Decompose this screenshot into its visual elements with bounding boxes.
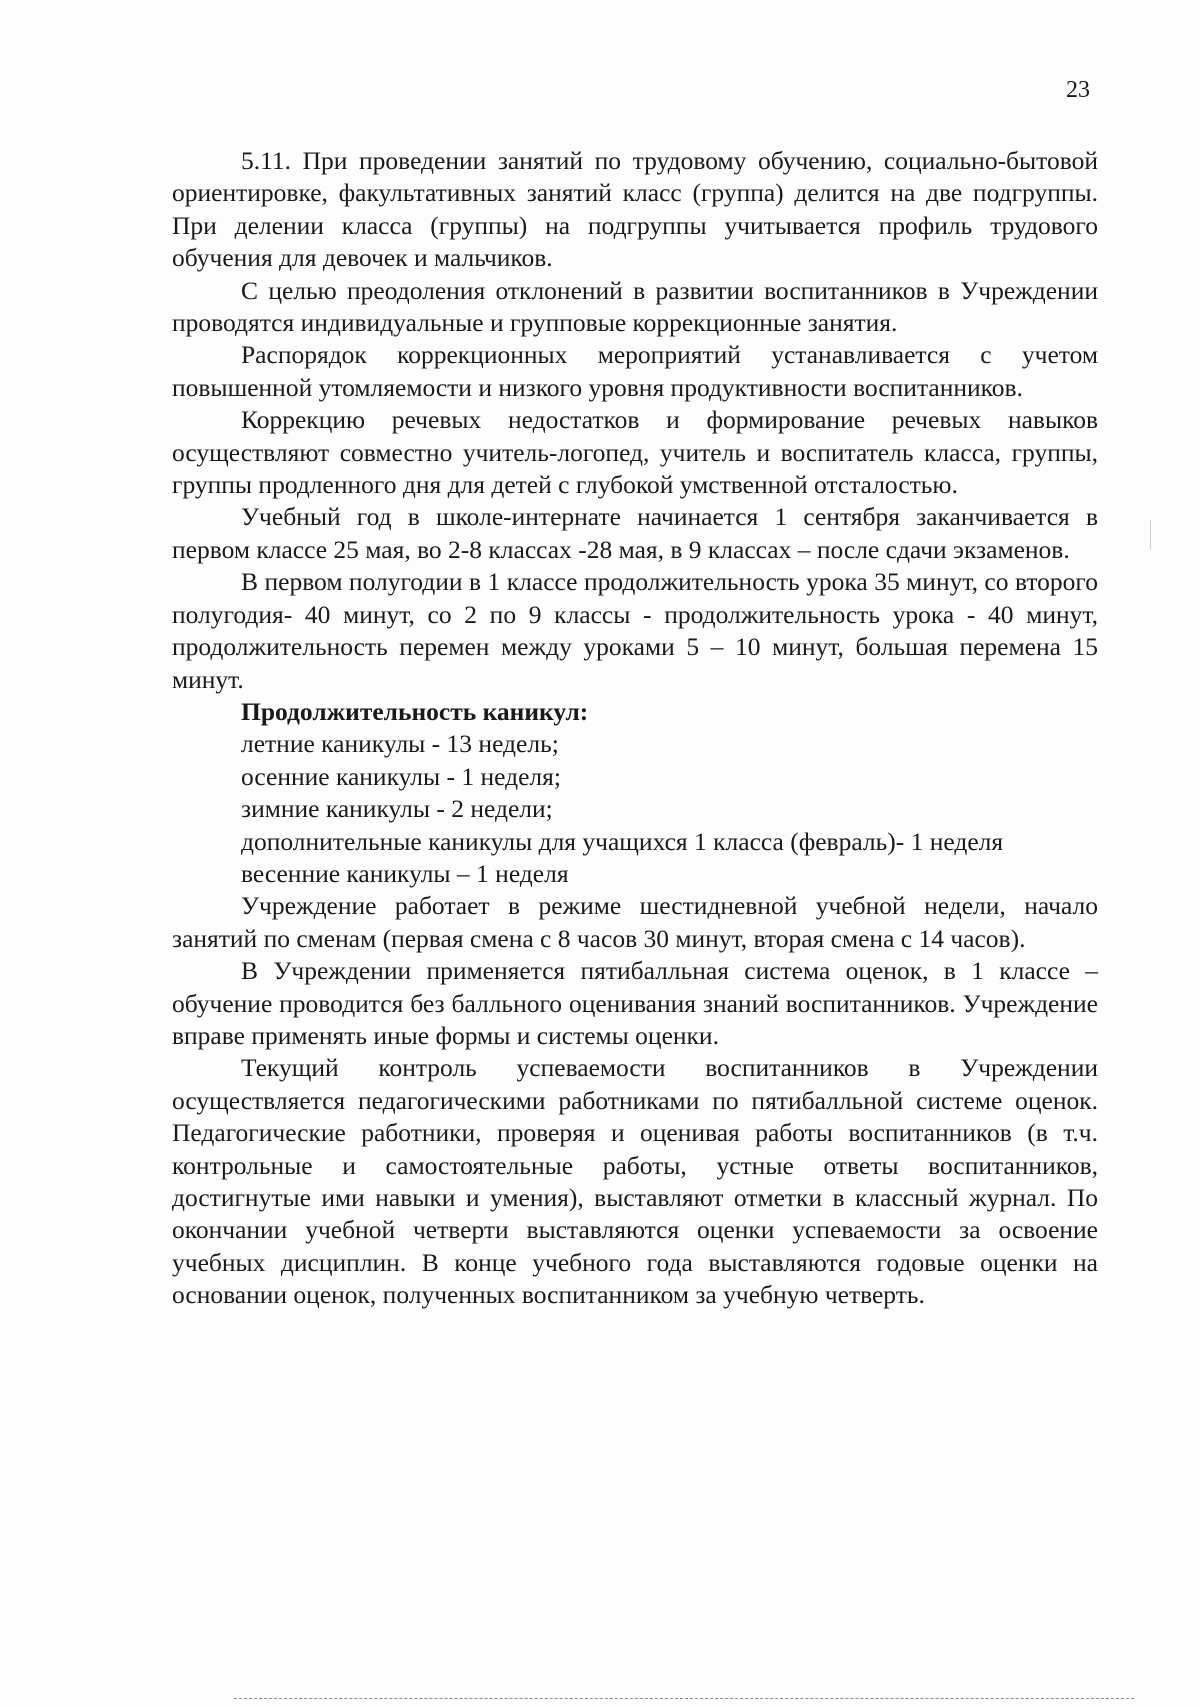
paragraph-lesson-duration: В первом полугодии в 1 классе продолжительность урока 35 минут, со второго полугодия- 40 минут, со 2 по 9 классы - продолжительность урока - 40 минут, продолжительность перемен между уроками 5 – 10 минут, большая перемена 15 минут. [172, 567, 1098, 694]
holiday-item-autumn: осенние каникулы - 1 неделя; [241, 761, 561, 791]
paragraph-subgroups: 5.11. При проведении занятий по трудовому обучению, социально-бытовой ориентировке, факультативных занятий класс (группа) делится на две подгруппы. При делении класса (группы) на подгруппы учитывается профиль трудового обучения для девочек и мальчиков. [172, 146, 1098, 273]
paragraph-correction-classes: С целью преодоления отклонений в развитии воспитанников в Учреждении проводятся индивидуальные и групповые коррекционные занятия. [172, 275, 1098, 338]
paragraph-grading-system: В Учреждении применяется пятибалльная система оценок, в 1 классе – обучение проводится без балльного оценивания знаний воспитанников. Учреждение вправе применять иные формы и системы оценки. [172, 956, 1098, 1050]
scan-bottom-line [234, 1698, 1134, 1699]
holidays-title: Продолжительность каникул: [241, 696, 589, 726]
holiday-item-summer: летние каникулы - 13 недель; [241, 729, 559, 759]
paragraph-work-mode: Учреждение работает в режиме шестидневной учебной недели, начало занятий по сменам (первая смена с 8 часов 30 минут, вторая смена с 14 часов). [172, 891, 1098, 953]
holiday-item-additional: дополнительные каникулы для учащихся 1 класса (февраль)- 1 неделя [241, 826, 1004, 856]
paragraph-school-year: Учебный год в школе-интернате начинается 1 сентября заканчивается в первом классе 25 мая, во 2-8 классах -28 мая, в 9 классах – после сдачи экзаменов. [172, 502, 1098, 564]
paragraph-speech-correction: Коррекцию речевых недостатков и формирование речевых навыков осуществляют совместно учитель-логопед, учитель и воспитатель класса, группы, группы продленного дня для детей с глубокой умственной отсталостью. [172, 405, 1098, 500]
holiday-item-winter: зимние каникулы - 2 недели; [241, 794, 553, 824]
document-body [172, 145, 1098, 1312]
holidays-section [172, 696, 1098, 890]
paragraph-correction-schedule: Распорядок коррекционных мероприятий устанавливается с учетом повышенной утомляемости и низкого уровня продуктивности воспитанников. [172, 340, 1098, 402]
page-number: 23 [1066, 77, 1090, 103]
scan-edge-mark [1150, 520, 1151, 550]
paragraph-progress-control: Текущий контроль успеваемости воспитанников в Учреждении осуществляется педагогическими работниками по пятибалльной системе оценок. Педагогические работники, проверяя и оценивая работы воспитанников (в т.ч. контрольные и самостоятельные работы, устные ответы воспитанников, достигнутые ими навыки и умения), выставляют отметки в классный журнал. По окончании учебной четверти выставляются оценки успеваемости за освоение учебных дисциплин. В конце учебного года выставляются годовые оценки на основании оценок, полученных воспитанником за учебную четверть. [172, 1053, 1098, 1310]
holiday-item-spring: весенние каникулы – 1 неделя [241, 858, 569, 888]
